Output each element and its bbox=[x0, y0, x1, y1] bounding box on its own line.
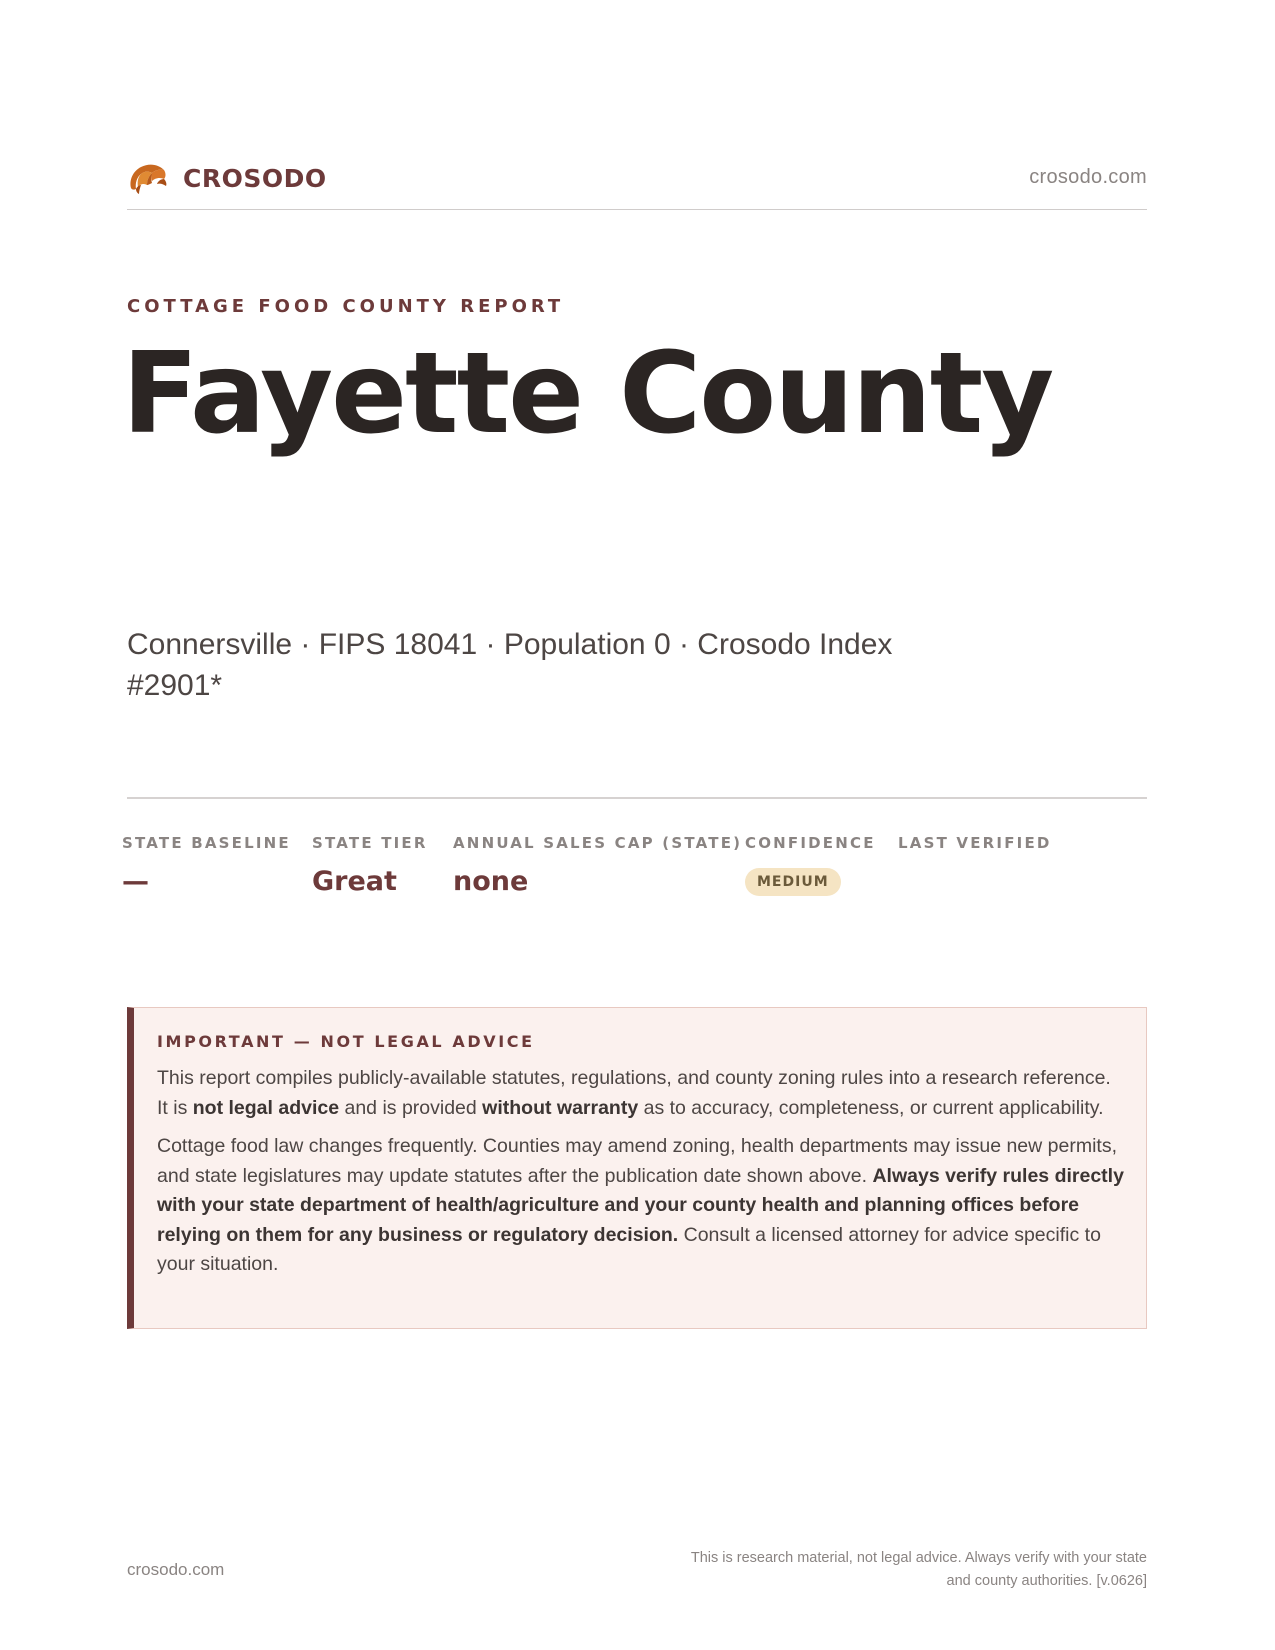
stat-value: — bbox=[122, 866, 149, 897]
stat-label: LAST VERIFIED bbox=[898, 834, 1052, 852]
stat-last-verified bbox=[898, 834, 1052, 866]
stat-label: CONFIDENCE bbox=[745, 834, 876, 852]
stat-confidence bbox=[745, 834, 876, 896]
stat-annual-sales-cap bbox=[453, 834, 742, 897]
notice-paragraph: This report compiles publicly-available statutes, regulations, and county zoning rules into a research reference. It is not legal advice and is provided without warranty as to accuracy, completeness, or current applicability. bbox=[157, 1067, 1111, 1119]
stat-state-tier bbox=[312, 834, 428, 897]
report-kicker: COTTAGE FOOD COUNTY REPORT bbox=[127, 296, 565, 317]
footer-disclaimer-line: and county authorities. [v.0626] bbox=[946, 1573, 1147, 1589]
site-link[interactable]: crosodo.com bbox=[1029, 166, 1147, 188]
page-title: Fayette County bbox=[122, 329, 1053, 459]
notice-body bbox=[157, 1064, 1127, 1280]
notice-heading: IMPORTANT — NOT LEGAL ADVICE bbox=[157, 1032, 535, 1051]
county-subtitle: Connersville · FIPS 18041 · Population 0 · Crosodo Index #2901* bbox=[127, 628, 893, 702]
stat-state-baseline bbox=[122, 834, 291, 897]
divider bbox=[127, 797, 1147, 799]
stat-label: STATE BASELINE bbox=[122, 834, 291, 852]
croissant-icon bbox=[127, 158, 169, 198]
page-header bbox=[127, 158, 1147, 210]
footer-disclaimer bbox=[587, 1547, 1147, 1593]
footer-disclaimer-line: This is research material, not legal advice. Always verify with your state bbox=[690, 1550, 1147, 1566]
legal-notice bbox=[127, 1007, 1147, 1329]
confidence-badge: MEDIUM bbox=[745, 868, 841, 896]
stat-label: STATE TIER bbox=[312, 834, 428, 852]
stat-label: ANNUAL SALES CAP (STATE) bbox=[453, 834, 743, 852]
stat-value: none bbox=[453, 866, 529, 897]
stat-value: Great bbox=[312, 866, 397, 897]
notice-paragraph: Cottage food law changes frequently. Counties may amend zoning, health departments may issue new permits, and state legislatures may update statutes after the publication date shown above. Always verify rules directly with your state department of health/agriculture and your county health and planning offices before relying on them for any business or regulatory decision. Consult a licensed attorney for advice specific to your situation. bbox=[157, 1135, 1124, 1275]
brand[interactable] bbox=[127, 158, 327, 198]
brand-name: CROSODO bbox=[183, 163, 327, 193]
footer-site-link[interactable]: crosodo.com bbox=[127, 1560, 225, 1579]
